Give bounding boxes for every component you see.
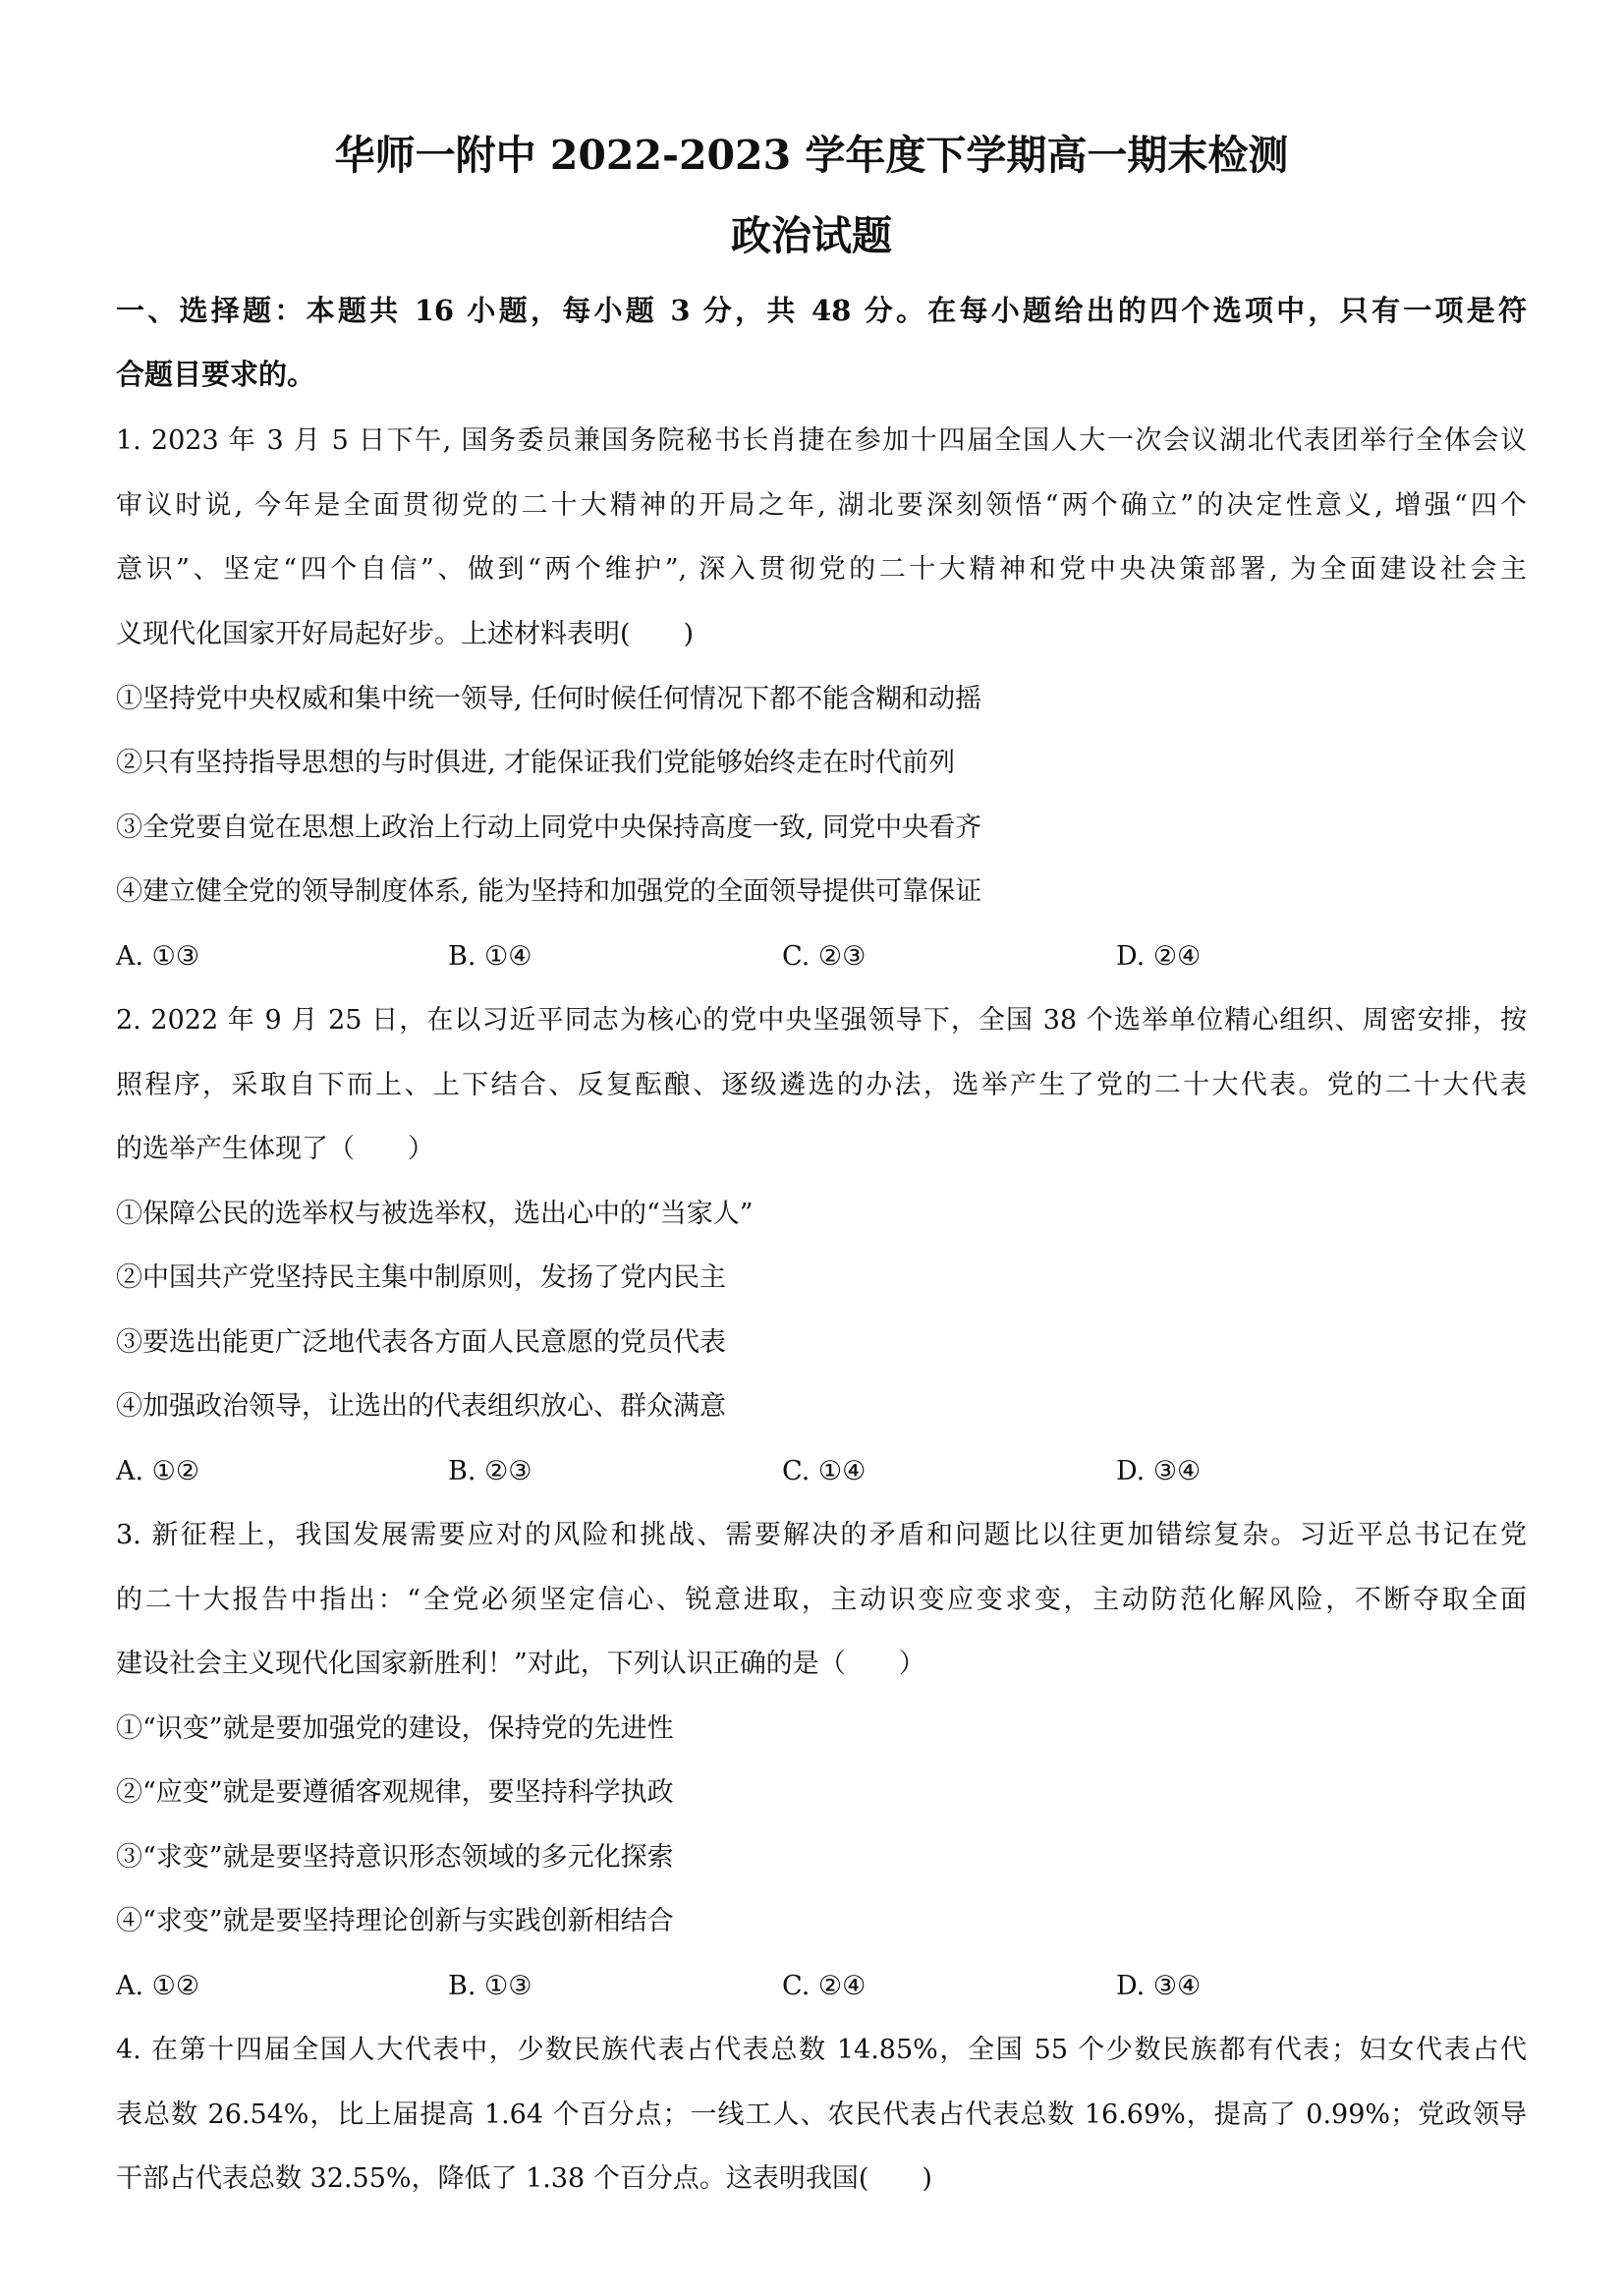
q3-options xyxy=(116,1969,1491,2004)
q2-stem-line: 照程序，采取自下而上、上下结合、反复酝酿、逐级遴选的办法，选举产生了党的二十大代表。党的二十大代表 xyxy=(116,1070,1527,1100)
q2-option-b: B. ②③ xyxy=(448,1456,532,1486)
q1-item: ②只有坚持指导思想的与时俱进, 才能保证我们党能够始终走在时代前列 xyxy=(116,748,956,778)
q1-stem-line: 义现代化国家开好局起好步。上述材料表明( ) xyxy=(116,619,695,649)
q3-item: ③“求变”就是要坚持意识形态领域的多元化探索 xyxy=(116,1842,674,1873)
q4-stem-line: 表总数 26.54%，比上届提高 1.64 个百分点；一线工人、农民代表占代表总数 16.69%，提高了 0.99%；党政领导 xyxy=(116,2100,1527,2130)
q2-option-d: D. ③④ xyxy=(1116,1456,1202,1486)
q1-option-b: B. ①④ xyxy=(448,941,532,972)
exam-title: 华师一附中 2022-2023 学年度下学期高一期末检测 xyxy=(334,132,1289,179)
q2-stem-line: 2. 2022 年 9 月 25 日，在以习近平同志为核心的党中央坚强领导下，全国 38 个选举单位精心组织、周密安排，按 xyxy=(116,1005,1527,1036)
q4-stem-line: 干部占代表总数 32.55%，降低了 1.38 个百分点。这表明我国( ) xyxy=(116,2163,932,2194)
q4-stem-line: 4. 在第十四届全国人大代表中，少数民族代表占代表总数 14.85%，全国 55 个少数民族都有代表；妇女代表占代 xyxy=(116,2035,1527,2065)
q1-option-c: C. ②③ xyxy=(782,941,867,972)
q2-item: ①保障公民的选举权与被选举权，选出心中的“当家人” xyxy=(116,1199,754,1229)
q1-options xyxy=(116,939,1491,975)
section-heading: 一、选择题：本题共 16 小题，每小题 3 分，共 48 分。在每小题给出的四个选项中，只有一项是符 xyxy=(116,294,1527,327)
q3-stem-line: 3. 新征程上，我国发展需要应对的风险和挑战、需要解决的矛盾和问题比以往更加错综复杂。习近平总书记在党 xyxy=(116,1520,1527,1550)
q2-item: ③要选出能更广泛地代表各方面人民意愿的党员代表 xyxy=(116,1327,726,1358)
q2-stem-line: 的选举产生体现了（ ） xyxy=(116,1134,434,1164)
section-heading-cont: 合题目要求的。 xyxy=(116,358,316,391)
q1-option-d: D. ②④ xyxy=(1116,941,1202,972)
q1-item: ③全党要自觉在思想上政治上行动上同党中央保持高度一致, 同党中央看齐 xyxy=(116,812,982,843)
q3-stem-line: 建设社会主义现代化国家新胜利！”对此，下列认识正确的是（ ） xyxy=(116,1649,925,1679)
q2-item: ④加强政治领导，让选出的代表组织放心、群众满意 xyxy=(116,1391,726,1422)
q1-item: ④建立健全党的领导制度体系, 能为坚持和加强党的全面领导提供可靠保证 xyxy=(116,876,982,907)
q3-option-d: D. ③④ xyxy=(1116,1971,1202,2001)
exam-subtitle: 政治试题 xyxy=(731,212,892,259)
q3-item: ①“识变”就是要加强党的建设，保持党的先进性 xyxy=(116,1713,674,1744)
q3-item: ②“应变”就是要遵循客观规律，要坚持科学执政 xyxy=(116,1777,674,1808)
q3-stem-line: 的二十大报告中指出：“全党必须坚定信心、锐意进取，主动识变应变求变，主动防范化解风险，不断夺取全面 xyxy=(116,1585,1527,1615)
q2-option-a: A. ①② xyxy=(116,1456,200,1486)
q3-option-c: C. ②④ xyxy=(782,1971,867,2001)
q1-stem-line: 审议时说, 今年是全面贯彻党的二十大精神的开局之年, 湖北要深刻领悟“两个确立”的决定性意义, 增强“四个 xyxy=(116,490,1527,521)
q1-stem-line: 1. 2023 年 3 月 5 日下午, 国务委员兼国务院秘书长肖捷在参加十四届全国人大一次会议湖北代表团举行全体会议 xyxy=(116,425,1527,456)
q3-option-a: A. ①② xyxy=(116,1971,200,2001)
q2-options xyxy=(116,1454,1491,1489)
q1-option-a: A. ①③ xyxy=(116,941,200,972)
q2-option-c: C. ①④ xyxy=(782,1456,867,1486)
q3-option-b: B. ①③ xyxy=(448,1971,532,2001)
q1-item: ①坚持党中央权威和集中统一领导, 任何时候任何情况下都不能含糊和动摇 xyxy=(116,684,982,714)
q3-item: ④“求变”就是要坚持理论创新与实践创新相结合 xyxy=(116,1906,674,1936)
q1-stem-line: 意识”、坚定“四个自信”、做到“两个维护”, 深入贯彻党的二十大精神和党中央决策部署, 为全面建设社会主 xyxy=(116,554,1527,585)
q2-item: ②中国共产党坚持民主集中制原则，发扬了党内民主 xyxy=(116,1262,726,1293)
